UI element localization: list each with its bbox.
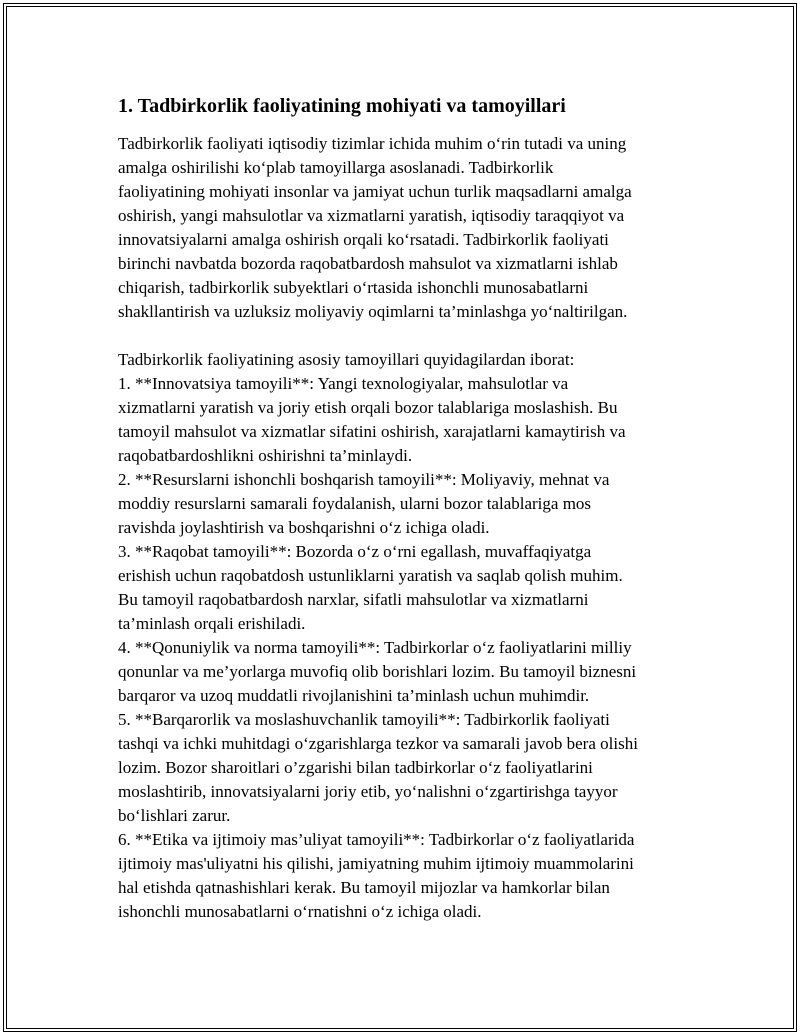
text-line: oshirish, yangi mahsulotlar va xizmatlarni yaratish, iqtisodiy taraqqiyot va (118, 206, 625, 225)
text-line: moddiy resurslarni samarali foydalanish, ularni bozor talablariga mos (118, 494, 592, 513)
text-line: raqobatbardoshlikni oshirishni ta’minlaydi. (118, 446, 413, 465)
text-line: tamoyil mahsulot va xizmatlar sifatini oshirish, xarajatlarni kamaytirish va (118, 422, 626, 441)
text-line: 4. **Qonuniylik va norma tamoyili**: Tadbirkorlar o‘z faoliyatlarini milliy (118, 638, 632, 657)
text-line: shakllantirish va uzluksiz moliyaviy oqimlarni ta’minlashga yo‘naltirilgan. (118, 302, 628, 321)
text-line: innovatsiyalarni amalga oshirish orqali ko‘rsatadi. Tadbirkorlik faoliyati (118, 230, 609, 249)
text-line: ta’minlash orqali erishiladi. (118, 614, 306, 633)
text-line: amalga oshirilishi ko‘plab tamoyillarga asoslanadi. Tadbirkorlik (118, 158, 554, 177)
text-line: 3. **Raqobat tamoyili**: Bozorda o‘z o‘rni egallash, muvaffaqiyatga (118, 542, 592, 561)
paragraph-gap (118, 324, 698, 348)
text-line: Tadbirkorlik faoliyati iqtisodiy tizimlar ichida muhim o‘rin tutadi va uning (118, 134, 627, 153)
document-body (118, 92, 698, 924)
text-line: ishonchli munosabatlarni o‘rnatishni o‘z ichiga oladi. (118, 902, 482, 921)
principles-paragraph (118, 348, 698, 924)
text-line: ijtimoiy mas'uliyatni his qilishi, jamiyatning muhim ijtimoiy muammolarini (118, 854, 634, 873)
text-line: chiqarish, tadbirkorlik subyektlari o‘rtasida ishonchli munosabatlarni (118, 278, 589, 297)
text-line: moslashtirib, innovatsiyalarni joriy etib, yo‘nalishni o‘zgartirishga tayyor (118, 782, 618, 801)
text-line: 1. **Innovatsiya tamoyili**: Yangi texnologiyalar, mahsulotlar va (118, 374, 569, 393)
text-line: Bu tamoyil raqobatbardosh narxlar, sifatli mahsulotlar va xizmatlarni (118, 590, 589, 609)
text-line: faoliyatining mohiyati insonlar va jamiyat uchun turlik maqsadlarni amalga (118, 182, 632, 201)
text-line: erishish uchun raqobatdosh ustunliklarni yaratish va saqlab qolish muhim. (118, 566, 623, 585)
intro-paragraph (118, 132, 698, 324)
text-line: tashqi va ichki muhitdagi o‘zgarishlarga tezkor va samarali javob bera olishi (118, 734, 638, 753)
section-heading: 1. Tadbirkorlik faoliyatining mohiyati va tamoyillari (118, 95, 566, 117)
text-line: Tadbirkorlik faoliyatining asosiy tamoyillari quyidagilardan iborat: (118, 350, 575, 369)
text-line: qonunlar va me’yorlarga muvofiq olib borishlari lozim. Bu tamoyil biznesni (118, 662, 637, 681)
text-line: xizmatlarni yaratish va joriy etish orqali bozor talablariga moslashish. Bu (118, 398, 618, 417)
text-line: bo‘lishlari zarur. (118, 806, 231, 825)
text-line: barqaror va uzoq muddatli rivojlanishini ta’minlash uchun muhimdir. (118, 686, 590, 705)
text-line: 5. **Barqarorlik va moslashuvchanlik tamoyili**: Tadbirkorlik faoliyati (118, 710, 610, 729)
text-line: 6. **Etika va ijtimoiy mas’uliyat tamoyili**: Tadbirkorlar o‘z faoliyatlarida (118, 830, 635, 849)
text-line: birinchi navbatda bozorda raqobatbardosh mahsulot va xizmatlarni ishlab (118, 254, 618, 273)
text-line: ravishda joylashtirish va boshqarishni o‘z ichiga oladi. (118, 518, 490, 537)
text-line: hal etishda qatnashishlari kerak. Bu tamoyil mijozlar va hamkorlar bilan (118, 878, 610, 897)
text-line: lozim. Bozor sharoitlari o’zgarishi bilan tadbirkorlar o‘z faoliyatlarini (118, 758, 593, 777)
text-line: 2. **Resurslarni ishonchli boshqarish tamoyili**: Moliyaviy, mehnat va (118, 470, 610, 489)
